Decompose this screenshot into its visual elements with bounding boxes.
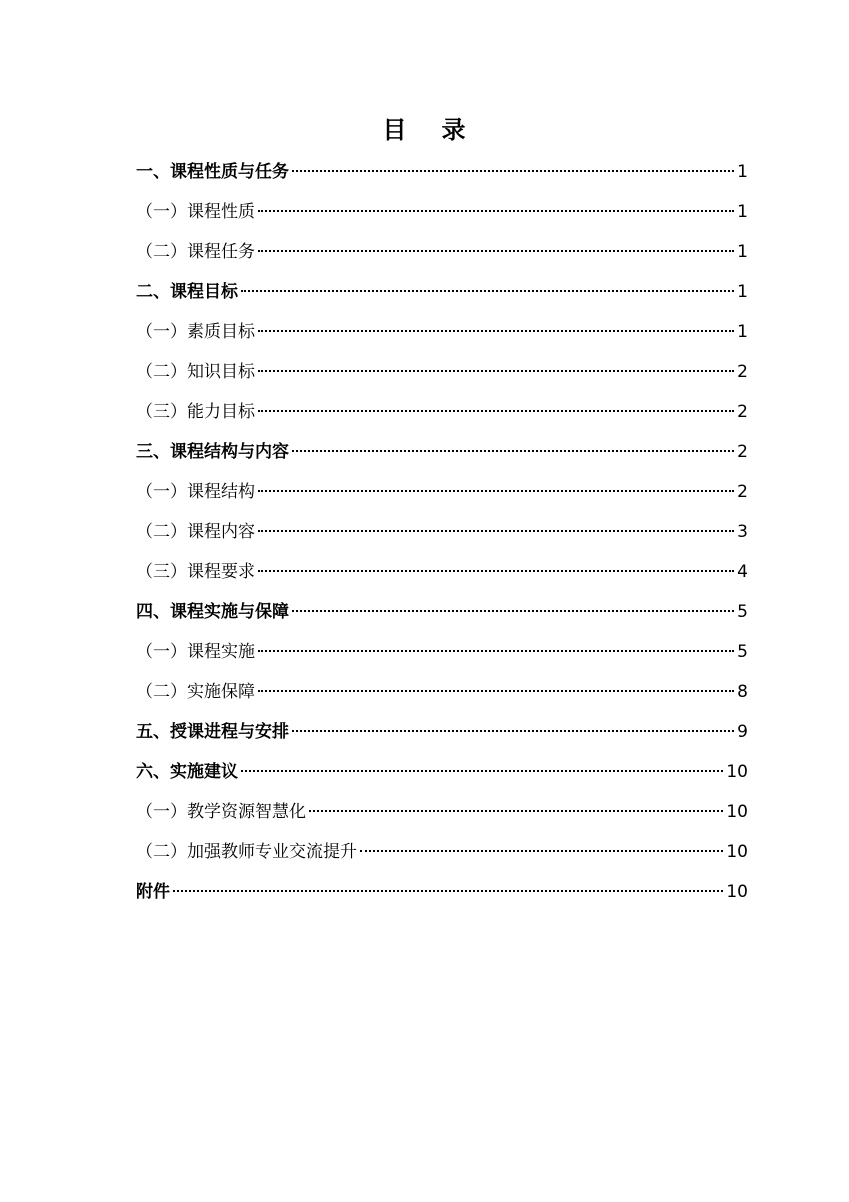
toc-entry-page-number: 1 — [737, 162, 748, 182]
toc-entry-page-number: 1 — [737, 202, 748, 222]
toc-entry-page-number: 1 — [737, 322, 748, 342]
toc-dot-leader — [360, 849, 723, 852]
toc-title-char-2: 录 — [441, 116, 467, 144]
toc-dot-leader — [292, 609, 734, 612]
toc-entry-label: 六、实施建议 — [136, 762, 238, 782]
toc-dot-leader — [292, 729, 734, 732]
toc-title-char-1: 目 — [382, 116, 408, 144]
toc-entry-page-number: 2 — [737, 482, 748, 502]
toc-entry-label: （一）课程实施 — [136, 642, 255, 662]
toc-dot-leader — [309, 809, 723, 812]
toc-entry[interactable] — [136, 632, 748, 672]
toc-dot-leader — [292, 449, 734, 452]
toc-entry-label: （二）课程任务 — [136, 242, 255, 262]
toc-entry-page-number: 4 — [737, 562, 748, 582]
toc-dot-leader — [292, 169, 734, 172]
toc-entry-label: （一）课程性质 — [136, 202, 255, 222]
toc-entry-label: 五、授课进程与安排 — [136, 722, 289, 742]
toc-entry-label: （二）知识目标 — [136, 362, 255, 382]
toc-entry[interactable] — [136, 152, 748, 192]
toc-entry-label: （二）加强教师专业交流提升 — [136, 842, 357, 862]
toc-entry-label: （三）能力目标 — [136, 402, 255, 422]
toc-entry[interactable] — [136, 832, 748, 872]
toc-dot-leader — [258, 529, 734, 532]
toc-entry[interactable] — [136, 352, 748, 392]
toc-entry-label: （一）素质目标 — [136, 322, 255, 342]
toc-dot-leader — [258, 209, 734, 212]
toc-entry-page-number: 8 — [737, 682, 748, 702]
toc-entry-label: （三）课程要求 — [136, 562, 255, 582]
toc-entry-page-number: 1 — [737, 242, 748, 262]
toc-dot-leader — [241, 289, 734, 292]
toc-entry[interactable] — [136, 392, 748, 432]
toc-dot-leader — [173, 889, 723, 892]
toc-entry-label: 四、课程实施与保障 — [136, 602, 289, 622]
toc-entry[interactable] — [136, 552, 748, 592]
toc-dot-leader — [258, 329, 734, 332]
toc-dot-leader — [258, 409, 734, 412]
toc-entry-label: （一）课程结构 — [136, 482, 255, 502]
toc-entry[interactable] — [136, 592, 748, 632]
toc-dot-leader — [258, 249, 734, 252]
toc-title — [0, 110, 849, 145]
toc-entry[interactable] — [136, 312, 748, 352]
toc-dot-leader — [258, 369, 734, 372]
toc-dot-leader — [241, 769, 723, 772]
toc-entry-page-number: 2 — [737, 362, 748, 382]
toc-entry-label: 附件 — [136, 882, 170, 902]
toc-entry[interactable] — [136, 432, 748, 472]
toc-entry-label: （二）实施保障 — [136, 682, 255, 702]
toc-entry-label: 三、课程结构与内容 — [136, 442, 289, 462]
toc-dot-leader — [258, 689, 734, 692]
toc-dot-leader — [258, 569, 734, 572]
toc-dot-leader — [258, 489, 734, 492]
table-of-contents — [136, 152, 748, 912]
toc-entry[interactable] — [136, 672, 748, 712]
toc-entry[interactable] — [136, 872, 748, 912]
toc-entry-label: （二）课程内容 — [136, 522, 255, 542]
toc-entry-page-number: 10 — [726, 882, 748, 902]
toc-entry-page-number: 1 — [737, 282, 748, 302]
toc-entry-page-number: 9 — [737, 722, 748, 742]
toc-entry[interactable] — [136, 712, 748, 752]
toc-entry-label: （一）教学资源智慧化 — [136, 802, 306, 822]
toc-entry[interactable] — [136, 512, 748, 552]
toc-dot-leader — [258, 649, 734, 652]
toc-entry-page-number: 5 — [737, 642, 748, 662]
toc-entry-page-number: 2 — [737, 442, 748, 462]
toc-entry-page-number: 3 — [737, 522, 748, 542]
toc-entry[interactable] — [136, 792, 748, 832]
toc-entry[interactable] — [136, 752, 748, 792]
toc-entry[interactable] — [136, 232, 748, 272]
toc-entry-label: 一、课程性质与任务 — [136, 162, 289, 182]
toc-entry-label: 二、课程目标 — [136, 282, 238, 302]
toc-entry-page-number: 2 — [737, 402, 748, 422]
toc-entry[interactable] — [136, 192, 748, 232]
toc-entry[interactable] — [136, 472, 748, 512]
toc-entry-page-number: 10 — [726, 802, 748, 822]
toc-entry-page-number: 5 — [737, 602, 748, 622]
toc-entry-page-number: 10 — [726, 842, 748, 862]
toc-entry-page-number: 10 — [726, 762, 748, 782]
toc-entry[interactable] — [136, 272, 748, 312]
